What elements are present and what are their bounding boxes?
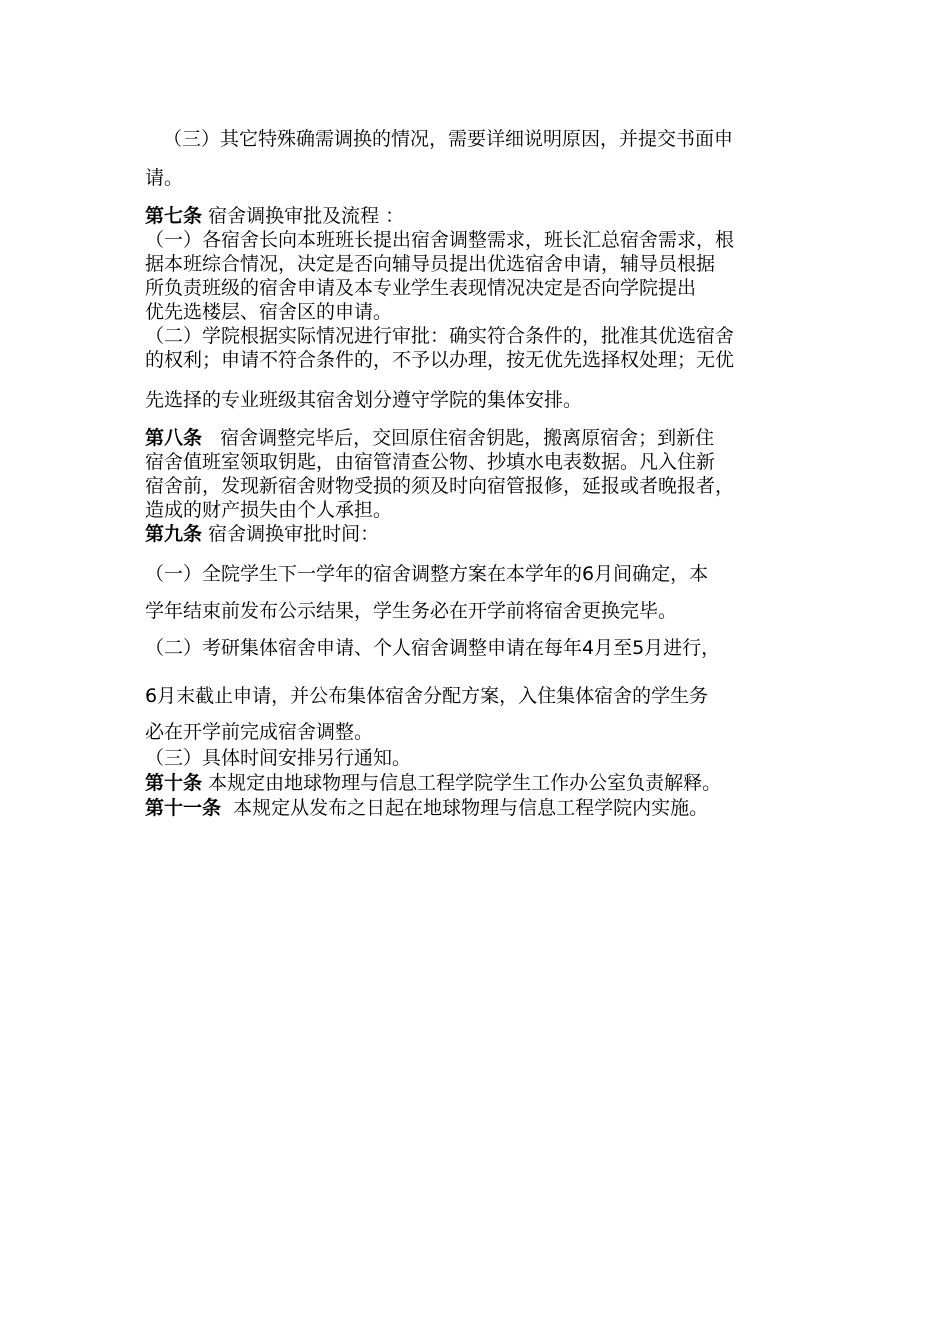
text: （二）考研集体宿舍申请、个人宿舍调整申请在每年4月至5月进行，: [145, 637, 721, 659]
text: 宿舍前，发现新宿舍财物受损的须及时向宿管报修，延报或者晚报者，: [145, 475, 735, 497]
text: 6月末截止申请，并公布集体宿舍分配方案，入住集体宿舍的学生务: [145, 685, 709, 707]
text: 本规定从发布之日起在地球物理与信息工程学院内实施。: [233, 797, 709, 819]
text: 宿舍值班室领取钥匙，由宿管清查公物、抄填水电表数据。凡入住新: [145, 451, 716, 473]
article-number: 第十一条: [145, 797, 222, 819]
text: 宿舍调整完毕后，交回原住宿舍钥匙，搬离原宿舍；到新住: [220, 427, 715, 449]
article-number: 第十条: [145, 772, 203, 794]
article-11: [145, 796, 708, 820]
paragraph-line: [145, 720, 373, 744]
paragraph-line: [145, 228, 734, 252]
text: （一）各宿舍长向本班班长提出宿舍调整需求，班长汇总宿舍需求，根: [145, 229, 735, 251]
paragraph-line: [145, 562, 708, 586]
article-8-heading: [145, 426, 714, 450]
paragraph-line: [145, 324, 734, 348]
paragraph-line: [145, 450, 715, 474]
text: 所负责班级的宿舍申请及本专业学生表现情况决定是否向学院提出: [145, 277, 697, 299]
article-number: 第七条: [145, 205, 203, 227]
paragraph-line: [145, 746, 411, 770]
paragraph-line: [145, 388, 582, 412]
paragraph-line: [145, 166, 183, 190]
text: （三）其它特殊确需调换的情况，需要详细说明原因，并提交书面申: [163, 128, 734, 150]
paragraph-line: [145, 474, 734, 498]
paragraph-line: [145, 684, 708, 708]
text: 的权利；申请不符合条件的，不予以办理，按无优先选择权处理；无优: [145, 349, 735, 371]
text: （二）学院根据实际情况进行审批：确实符合条件的，批准其优选宿舍: [145, 325, 735, 347]
text: 宿舍调换审批及流程 ：: [208, 205, 405, 227]
article-9-heading: [145, 522, 379, 546]
text: 必在开学前完成宿舍调整。: [145, 721, 374, 743]
paragraph-line: [145, 599, 677, 623]
paragraph-line: [145, 300, 392, 324]
text: 请。: [145, 167, 184, 189]
article-number: 第八条: [145, 427, 203, 449]
paragraph-line: [145, 348, 734, 372]
text: 据本班综合情况，决定是否向辅导员提出优选宿舍申请，辅导员根据: [145, 253, 716, 275]
paragraph-line: [145, 276, 696, 300]
paragraph-line: [145, 252, 715, 276]
article-7-heading: [145, 204, 404, 228]
text: 优先选楼层、宿舍区的申请。: [145, 301, 393, 323]
text: （一）全院学生下一学年的宿舍调整方案在本学年的6月间确定，本: [145, 563, 709, 585]
text: 造成的财产损失由个人承担。: [145, 499, 393, 521]
paragraph-line: [145, 498, 392, 522]
article-number: 第九条: [145, 523, 203, 545]
paragraph-line: [163, 127, 733, 151]
paragraph-line: [145, 636, 720, 660]
text: （三）具体时间安排另行通知。: [145, 747, 412, 769]
article-10: [145, 771, 721, 795]
text: 先选择的专业班级其宿舍划分遵守学院的集体安排。: [145, 389, 583, 411]
text: 本规定由地球物理与信息工程学院学生工作办公室负责解释。: [208, 772, 722, 794]
text: 学年结束前发布公示结果，学生务必在开学前将宿舍更换完毕。: [145, 600, 678, 622]
text: 宿舍调换审批时间：: [208, 523, 380, 545]
